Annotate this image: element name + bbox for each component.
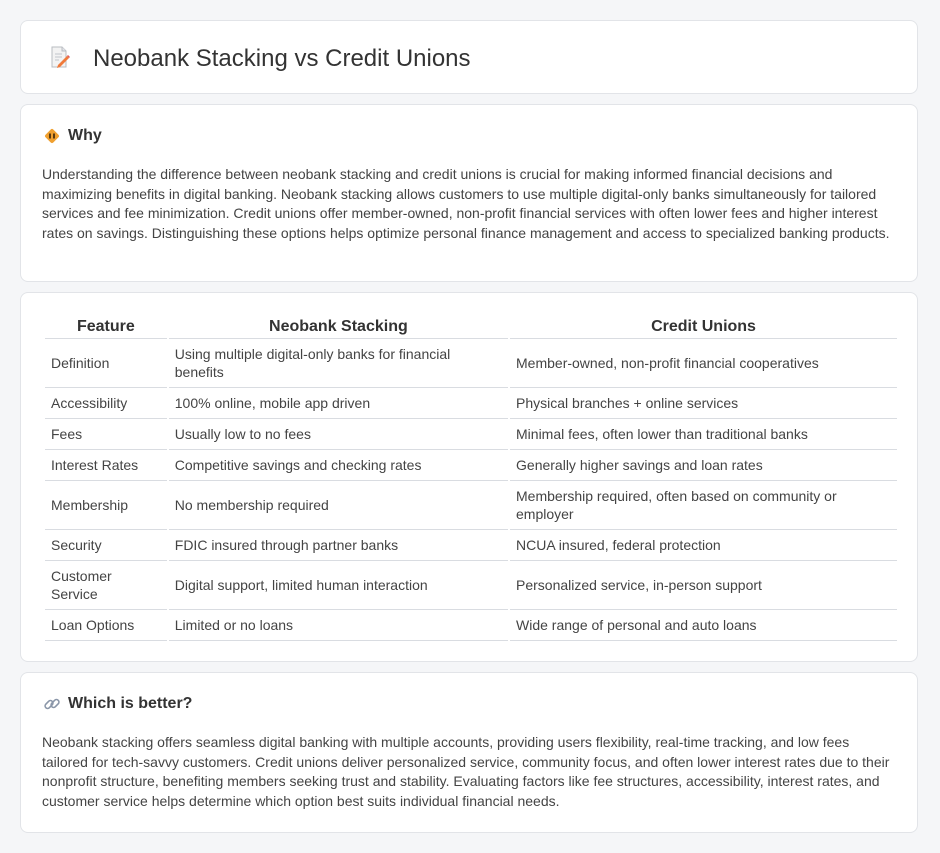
feature-cell: Accessibility (45, 388, 167, 419)
document-pencil-icon (47, 45, 71, 69)
table-row (45, 339, 897, 388)
table-row (45, 610, 897, 641)
comparison-section (20, 292, 918, 662)
neobank-cell: No membership required (169, 481, 508, 530)
neobank-cell: Using multiple digital-only banks for financial benefits (169, 339, 508, 388)
feature-cell: Definition (45, 339, 167, 388)
table-row (45, 561, 897, 610)
credit-union-cell: Membership required, often based on community or employer (510, 481, 897, 530)
diamond-sign-icon (43, 127, 61, 145)
table-header-row (45, 315, 897, 339)
feature-cell: Interest Rates (45, 450, 167, 481)
better-text: Neobank stacking offers seamless digital banking with multiple accounts, providing users flexibility, real-time tracking, and low fees tailored for tech-savvy customers. Credit unions deliver personalized service, community focus, and often lower interest rates due to their nonprofit structure, benefiting members seeking trust and stability. Evaluating factors like fee structures, accessibility, interest rates, and customer service helps determine which option best suits individual financial needs. (42, 734, 890, 809)
credit-union-cell: Personalized service, in-person support (510, 561, 897, 610)
page-title: Neobank Stacking vs Credit Unions (93, 45, 471, 72)
why-text: Understanding the difference between neobank stacking and credit unions is crucial for making informed financial decisions and maximizing benefits in digital banking. Neobank stacking allows customers to use multiple digital-only banks simultaneously for tailored services and fee minimization. Credit unions offer member-owned, non-profit financial services with often lower fees and higher interest rates on savings. Distinguishing these options helps optimize personal finance management and access to specialized banking products. (42, 166, 890, 241)
table-row (45, 481, 897, 530)
link-icon (43, 695, 61, 713)
credit-union-cell: Physical branches + online services (510, 388, 897, 419)
feature-cell: Security (45, 530, 167, 561)
header-card (20, 20, 918, 94)
feature-cell: Membership (45, 481, 167, 530)
header-credit-unions: Credit Unions (510, 315, 897, 339)
header-feature: Feature (45, 315, 167, 339)
credit-union-cell: Minimal fees, often lower than traditional banks (510, 419, 897, 450)
comparison-table (43, 315, 899, 641)
feature-cell: Loan Options (45, 610, 167, 641)
credit-union-cell: Member-owned, non-profit financial cooperatives (510, 339, 897, 388)
neobank-cell: Usually low to no fees (169, 419, 508, 450)
table-row (45, 388, 897, 419)
neobank-cell: Competitive savings and checking rates (169, 450, 508, 481)
table-row (45, 450, 897, 481)
feature-cell: Fees (45, 419, 167, 450)
why-heading (43, 125, 102, 147)
why-section (20, 104, 918, 282)
table-row (45, 419, 897, 450)
feature-cell: Customer Service (45, 561, 167, 610)
credit-union-cell: Wide range of personal and auto loans (510, 610, 897, 641)
header-neobank-stacking: Neobank Stacking (169, 315, 508, 339)
neobank-cell: FDIC insured through partner banks (169, 530, 508, 561)
credit-union-cell: Generally higher savings and loan rates (510, 450, 897, 481)
why-title: Why (68, 127, 102, 144)
neobank-cell: Digital support, limited human interaction (169, 561, 508, 610)
neobank-cell: 100% online, mobile app driven (169, 388, 508, 419)
better-title: Which is better? (68, 695, 193, 712)
credit-union-cell: NCUA insured, federal protection (510, 530, 897, 561)
which-is-better-section (20, 672, 918, 833)
table-row (45, 530, 897, 561)
better-heading (43, 693, 192, 715)
neobank-cell: Limited or no loans (169, 610, 508, 641)
